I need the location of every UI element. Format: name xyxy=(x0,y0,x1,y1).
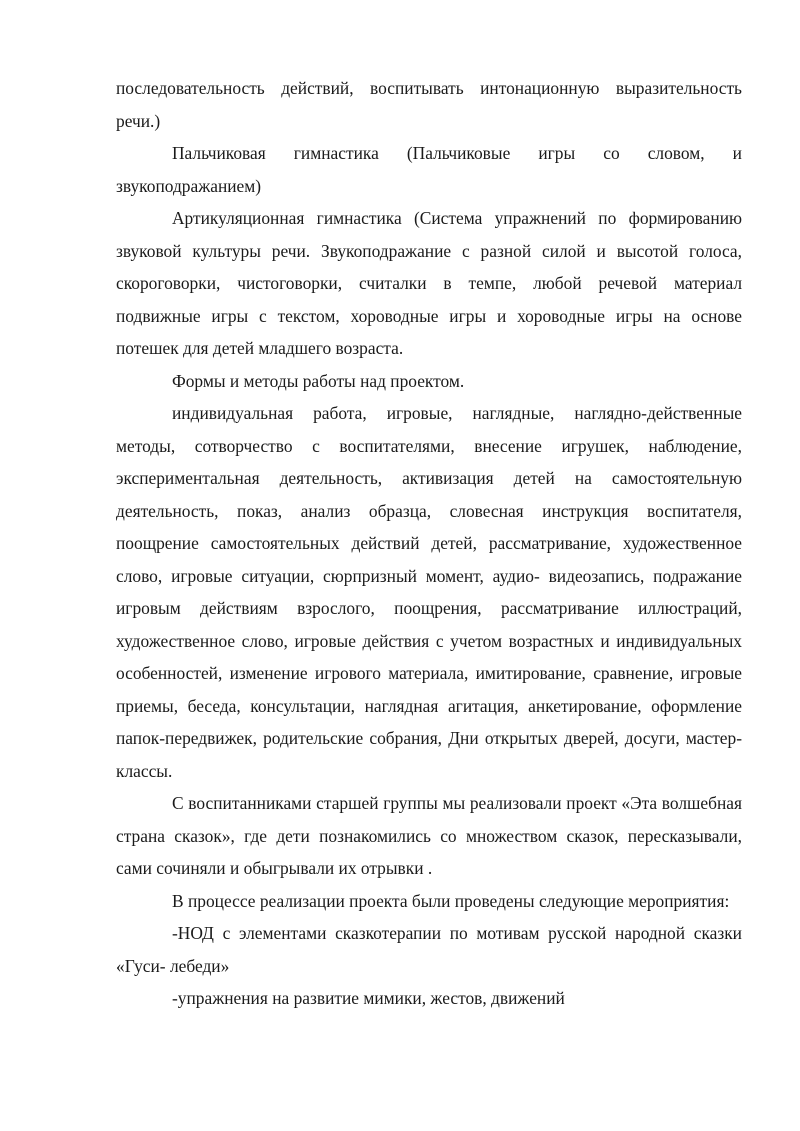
paragraph-activity-exercises: -упражнения на развитие мимики, жестов, движений xyxy=(172,988,565,1008)
paragraph-activities-intro: В процессе реализации проекта были проведены следующие мероприятия: xyxy=(172,890,730,911)
paragraph-finger-gymnastics: Пальчиковая гимнастика (Пальчиковые игры со словом, и звукоподражанием) xyxy=(116,143,742,196)
paragraph-articulation-gymnastics: Артикуляционная гимнастика (Система упражнений по формированию звуковой культуры речи. Звукоподражание с разной силой и высотой голоса, скороговорки, чистоговорки, считалки в темпе, любой речевой материал подвижные игры с текстом, хороводные игры и хороводные игры на основе потешек для детей младшего возраста. xyxy=(116,208,742,358)
document-page xyxy=(116,72,742,1015)
paragraph-methods-list: индивидуальная работа, игровые, наглядные, наглядно-действенные методы, сотворчество с воспитателями, внесение игрушек, наблюдение, экспериментальная деятельность, активизация детей на самостоятельную деятельность, показ, анализ образца, словесная инструкция воспитателя, поощрение самостоятельных действий детей, рассматривание, художественное слово, игровые ситуации, сюрпризный момент, аудио- видеозапись, подражание игровым действиям взрослого, поощрения, рассматривание иллюстраций, художественное слово, игровые действия с учетом возрастных и индивидуальных особенностей, изменение игрового материала, имитирование, сравнение, игровые приемы, беседа, консультации, наглядная агитация, анкетирование, оформление папок-передвижек, родительские собрания, Дни открытых дверей, досуги, мастер-классы. xyxy=(116,403,742,781)
paragraph-forms-heading: Формы и методы работы над проектом. xyxy=(172,370,465,391)
paragraph-project-description: С воспитанниками старшей группы мы реализовали проект «Эта волшебная страна сказок», где дети познакомились со множеством сказок, пересказывали, сами сочиняли и обыгрывали их отрывки . xyxy=(116,793,742,878)
paragraph-continuation: последовательность действий, воспитывать интонационную выразительность речи.) xyxy=(116,78,742,131)
paragraph-activity-nod: -НОД с элементами сказкотерапии по мотивам русской народной сказки «Гуси- лебеди» xyxy=(116,923,742,976)
